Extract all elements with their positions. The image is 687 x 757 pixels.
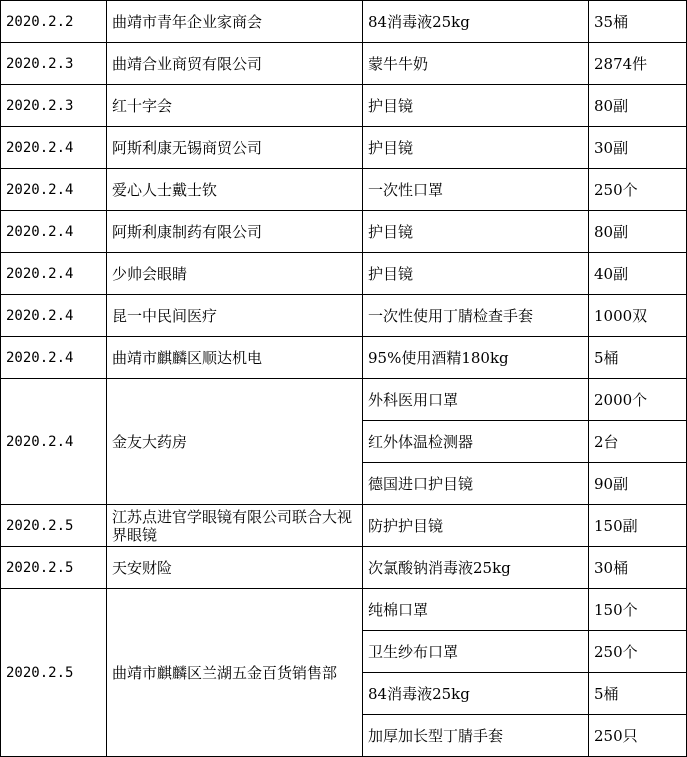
item-cell: 卫生纱布口罩 bbox=[363, 631, 589, 673]
donor-cell: 曲靖市麒麟区兰湖五金百货销售部 bbox=[107, 589, 363, 757]
quantity-cell: 5桶 bbox=[589, 673, 687, 715]
quantity-cell: 150个 bbox=[589, 589, 687, 631]
donor-cell: 昆一中民间医疗 bbox=[107, 295, 363, 337]
donor-cell: 少帅会眼睛 bbox=[107, 253, 363, 295]
item-cell: 纯棉口罩 bbox=[363, 589, 589, 631]
item-cell: 蒙牛牛奶 bbox=[363, 43, 589, 85]
item-cell: 护目镜 bbox=[363, 211, 589, 253]
table-row bbox=[1, 253, 687, 295]
date-cell: 2020.2.5 bbox=[1, 505, 107, 547]
donor-cell: 红十字会 bbox=[107, 85, 363, 127]
quantity-cell: 2874件 bbox=[589, 43, 687, 85]
table-row bbox=[1, 211, 687, 253]
table-row bbox=[1, 547, 687, 589]
quantity-cell: 30副 bbox=[589, 127, 687, 169]
table-row bbox=[1, 127, 687, 169]
date-cell: 2020.2.4 bbox=[1, 379, 107, 505]
quantity-cell: 90副 bbox=[589, 463, 687, 505]
item-cell: 德国进口护目镜 bbox=[363, 463, 589, 505]
item-cell: 一次性口罩 bbox=[363, 169, 589, 211]
date-cell: 2020.2.4 bbox=[1, 253, 107, 295]
date-cell: 2020.2.2 bbox=[1, 1, 107, 43]
date-cell: 2020.2.4 bbox=[1, 337, 107, 379]
date-cell: 2020.2.4 bbox=[1, 211, 107, 253]
donor-cell: 爱心人士戴士钦 bbox=[107, 169, 363, 211]
item-cell: 次氯酸钠消毒液25kg bbox=[363, 547, 589, 589]
item-cell: 84消毒液25kg bbox=[363, 1, 589, 43]
date-cell: 2020.2.3 bbox=[1, 43, 107, 85]
donor-cell: 金友大药房 bbox=[107, 379, 363, 505]
quantity-cell: 2台 bbox=[589, 421, 687, 463]
quantity-cell: 80副 bbox=[589, 211, 687, 253]
item-cell: 一次性使用丁腈检查手套 bbox=[363, 295, 589, 337]
donor-cell: 阿斯利康无锡商贸公司 bbox=[107, 127, 363, 169]
donor-cell: 江苏点进官学眼镜有限公司联合大视界眼镜 bbox=[107, 505, 363, 547]
item-cell: 95%使用酒精180kg bbox=[363, 337, 589, 379]
quantity-cell: 5桶 bbox=[589, 337, 687, 379]
quantity-cell: 250个 bbox=[589, 631, 687, 673]
quantity-cell: 150副 bbox=[589, 505, 687, 547]
donor-cell: 天安财险 bbox=[107, 547, 363, 589]
item-cell: 防护护目镜 bbox=[363, 505, 589, 547]
table-row bbox=[1, 337, 687, 379]
item-cell: 护目镜 bbox=[363, 85, 589, 127]
item-cell: 护目镜 bbox=[363, 253, 589, 295]
date-cell: 2020.2.4 bbox=[1, 169, 107, 211]
item-cell: 84消毒液25kg bbox=[363, 673, 589, 715]
quantity-cell: 250只 bbox=[589, 715, 687, 757]
quantity-cell: 35桶 bbox=[589, 1, 687, 43]
date-cell: 2020.2.5 bbox=[1, 589, 107, 757]
donor-cell: 曲靖合业商贸有限公司 bbox=[107, 43, 363, 85]
donor-cell: 曲靖市青年企业家商会 bbox=[107, 1, 363, 43]
donation-table-body bbox=[1, 1, 687, 757]
date-cell: 2020.2.5 bbox=[1, 547, 107, 589]
date-cell: 2020.2.4 bbox=[1, 295, 107, 337]
table-row bbox=[1, 295, 687, 337]
date-cell: 2020.2.3 bbox=[1, 85, 107, 127]
table-row bbox=[1, 589, 687, 631]
quantity-cell: 40副 bbox=[589, 253, 687, 295]
table-row bbox=[1, 85, 687, 127]
quantity-cell: 30桶 bbox=[589, 547, 687, 589]
item-cell: 护目镜 bbox=[363, 127, 589, 169]
date-cell: 2020.2.4 bbox=[1, 127, 107, 169]
table-row bbox=[1, 169, 687, 211]
table-row bbox=[1, 1, 687, 43]
item-cell: 外科医用口罩 bbox=[363, 379, 589, 421]
quantity-cell: 2000个 bbox=[589, 379, 687, 421]
donor-cell: 曲靖市麒麟区顺达机电 bbox=[107, 337, 363, 379]
quantity-cell: 1000双 bbox=[589, 295, 687, 337]
table-row bbox=[1, 43, 687, 85]
table-row bbox=[1, 379, 687, 421]
donor-cell: 阿斯利康制药有限公司 bbox=[107, 211, 363, 253]
item-cell: 加厚加长型丁腈手套 bbox=[363, 715, 589, 757]
quantity-cell: 80副 bbox=[589, 85, 687, 127]
item-cell: 红外体温检测器 bbox=[363, 421, 589, 463]
table-row bbox=[1, 505, 687, 547]
quantity-cell: 250个 bbox=[589, 169, 687, 211]
